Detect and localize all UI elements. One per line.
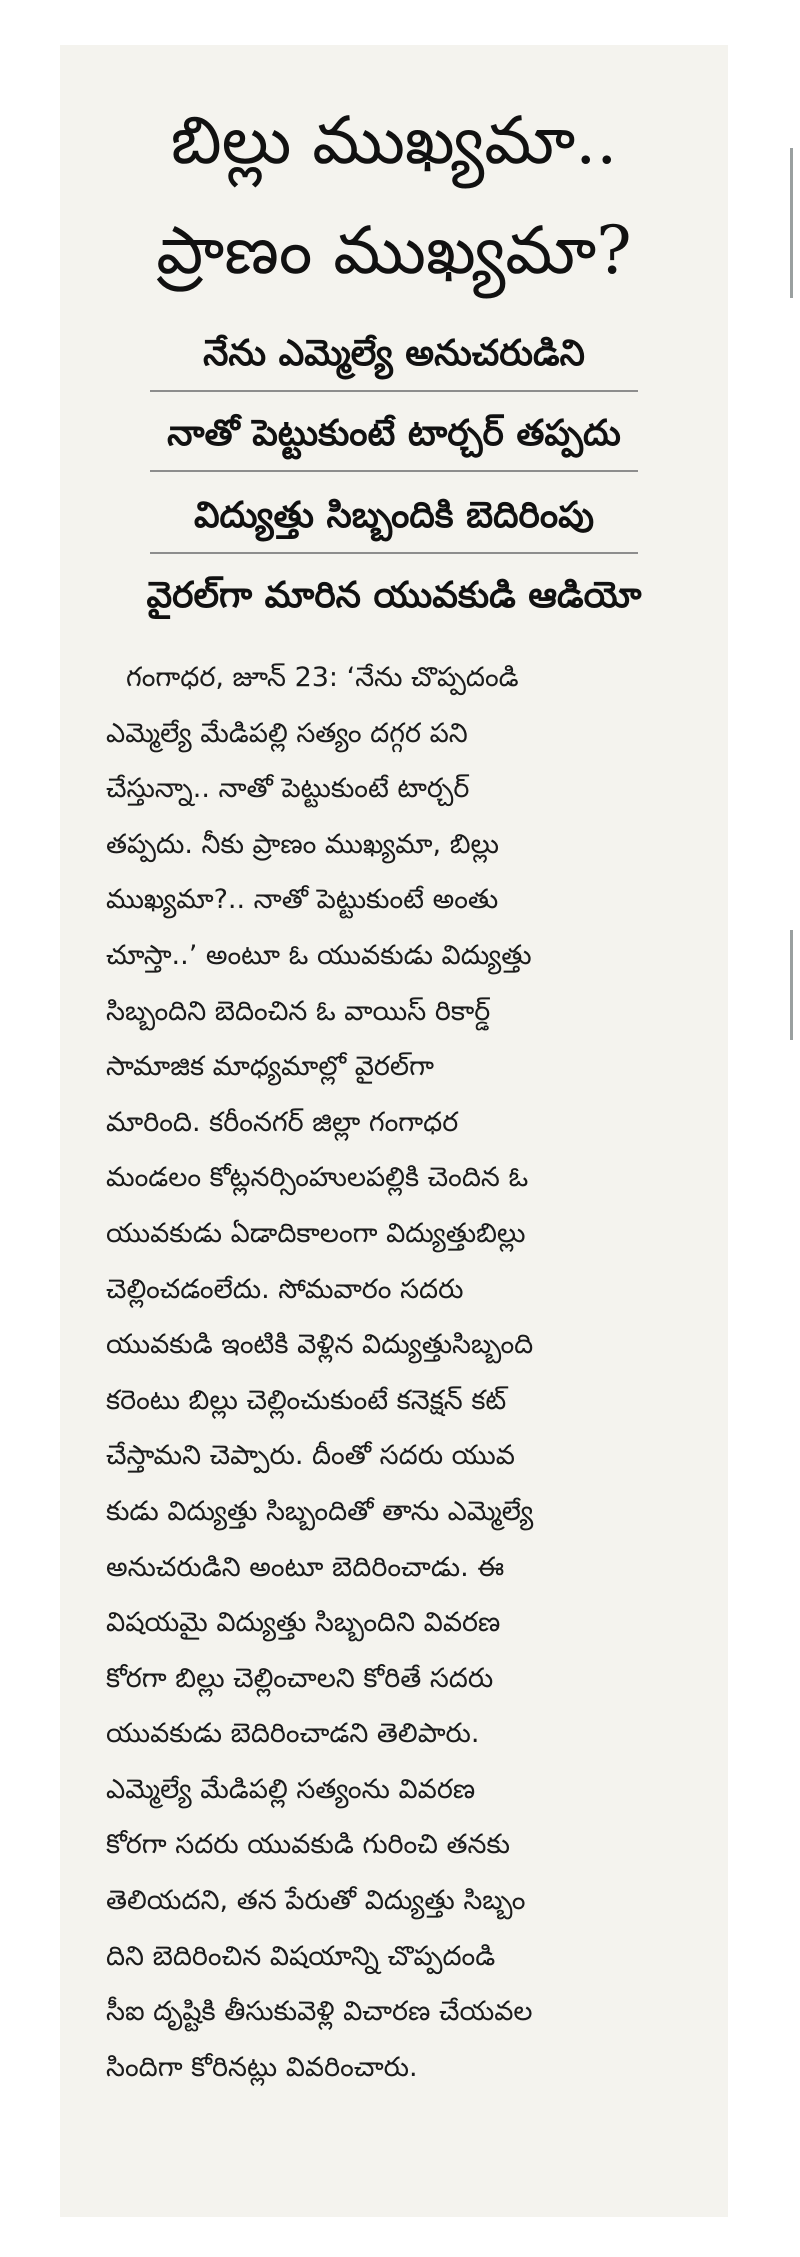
body-line: యువకుడు బెదిరించాడని తెలిపారు.: [106, 1718, 480, 1750]
body-line: యువకుడి ఇంటికి వెళ్లిన విద్యుత్తుసిబ్బంది: [106, 1329, 534, 1361]
body-line: మారింది. కరీంనగర్ జిల్లా గంగాధర: [106, 1106, 459, 1138]
adjacent-column-edge-top: [790, 148, 793, 298]
subhead-divider-1: [150, 390, 638, 392]
body-line: సిందిగా కోరినట్లు వివరించారు.: [106, 2051, 418, 2083]
body-line: యువకుడు ఏడాదికాలంగా విద్యుత్తుబిల్లు: [106, 1217, 526, 1249]
body-line: దిని బెదిరించిన విషయాన్ని చొప్పదండి: [106, 1940, 496, 1972]
body-line: కోరగా సదరు యువకుడి గురించి తనకు: [106, 1829, 510, 1861]
body-line: సామాజిక మాధ్యమాల్లో వైరల్‌గా: [106, 1051, 434, 1083]
body-line: సీఐ దృష్టికి తీసుకువెళ్లి విచారణ చేయవల: [106, 1996, 533, 2028]
body-line: తెలియదని, తన పేరుతో విద్యుత్తు సిబ్బం: [106, 1885, 526, 1917]
subhead-2: నాతో పెట్టుకుంటే టార్చర్ తప్పదు: [167, 413, 621, 454]
subhead-1: నేను ఎమ్మెల్యే అనుచరుడిని: [203, 333, 585, 374]
body-line: తప్పదు. నీకు ప్రాణం ముఖ్యమా, బిల్లు: [106, 828, 499, 860]
article-body: [106, 650, 672, 2095]
subhead-4: వైరల్‌గా మారిన యువకుడి ఆడియో: [146, 575, 642, 616]
body-line: చెల్లించడంలేదు. సోమవారం సదరు: [106, 1273, 464, 1305]
body-line: చేస్తున్నా.. నాతో పెట్టుకుంటే టార్చర్: [106, 773, 470, 805]
body-line: మండలం కోట్లనర్సింహులపల్లికి చెందిన ఓ: [106, 1162, 529, 1194]
body-line: విషయమై విద్యుత్తు సిబ్బందిని వివరణ: [106, 1607, 501, 1639]
body-line: గంగాధర, జూన్ 23: ‘నేను చొప్పదండి: [126, 662, 519, 693]
adjacent-column-edge-middle: [790, 930, 793, 1040]
body-line: చూస్తా..’ అంటూ ఓ యువకుడు విద్యుత్తు: [106, 939, 532, 971]
body-line: కోరగా బిల్లు చెల్లించాలని కోరితే సదరు: [106, 1662, 494, 1694]
headline-line-1: బిల్లు ముఖ్యమా..: [170, 102, 618, 179]
body-line: కుడు విద్యుత్తు సిబ్బందితో తాను ఎమ్మెల్యే: [106, 1495, 534, 1527]
subhead-divider-3: [150, 552, 638, 554]
subhead-divider-2: [150, 470, 638, 472]
body-line: ఎమ్మెల్యే మేడిపల్లి సత్యం దగ్గర పని: [106, 717, 468, 749]
body-line: కరెంటు బిల్లు చెల్లించుకుంటే కనెక్షన్ కట్: [106, 1384, 507, 1416]
body-line: సిబ్బందిని బెదించిన ఓ వాయిస్ రికార్డ్: [106, 995, 491, 1027]
subhead-3: విద్యుత్తు సిబ్బందికి బెదిరింపు: [193, 495, 595, 536]
body-line: ఎమ్మెల్యే మేడిపల్లి సత్యంను వివరణ: [106, 1773, 476, 1805]
adjacent-page-margin: [768, 0, 800, 2257]
body-line: అనుచరుడిని అంటూ బెదిరించాడు. ఈ: [106, 1551, 505, 1583]
body-line: చేస్తామని చెప్పారు. దీంతో సదరు యువ: [106, 1440, 515, 1472]
headline-line-2: ప్రాణం ముఖ్యమా?: [156, 212, 632, 289]
body-line: ముఖ్యమా?.. నాతో పెట్టుకుంటే అంతు: [106, 884, 499, 916]
